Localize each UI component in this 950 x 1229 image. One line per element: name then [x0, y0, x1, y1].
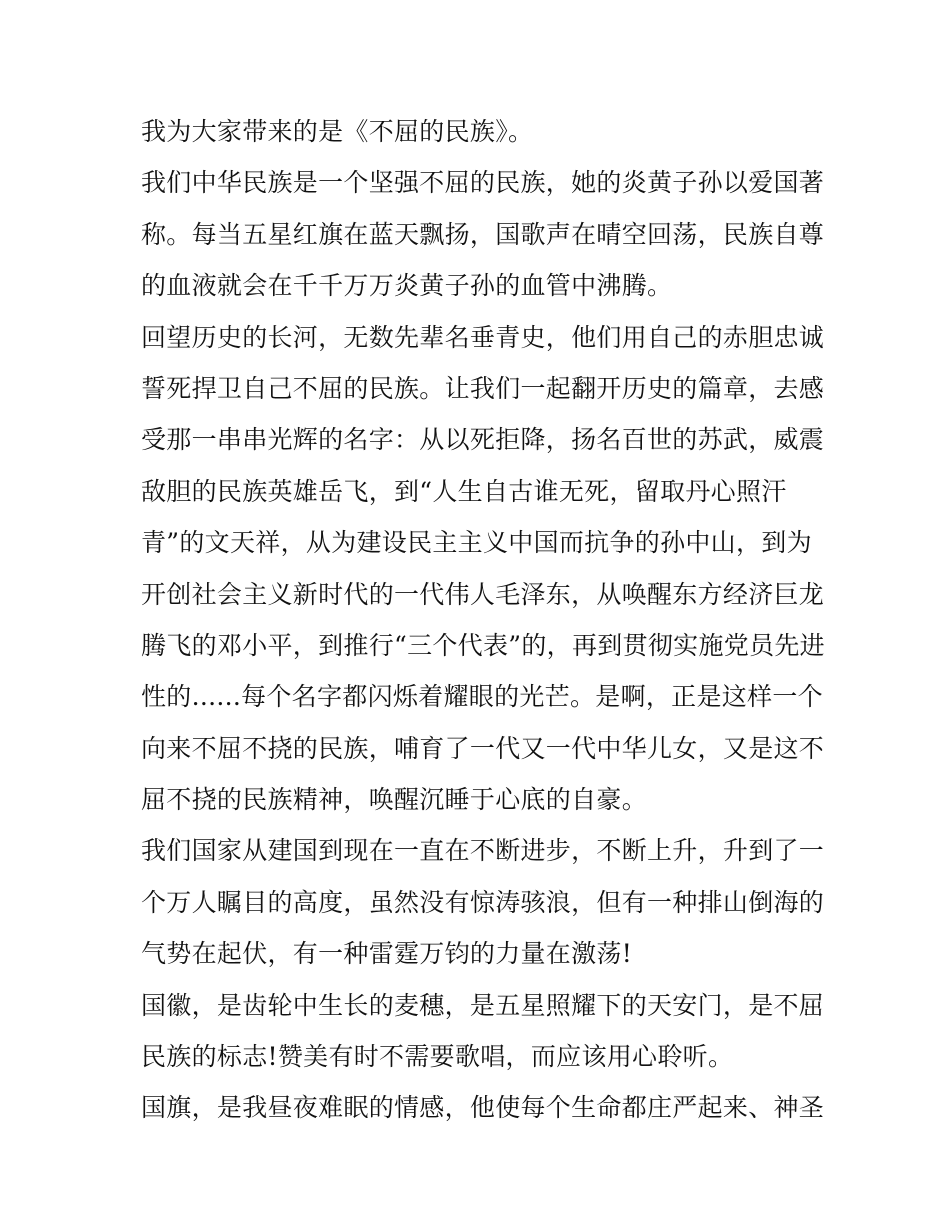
- text-line: 我为大家带来的是《不屈的民族》。: [141, 117, 534, 146]
- text-line: 我们中华民族是一个坚强不屈的民族，她的炎黄子孙以爱国著: [141, 168, 825, 198]
- text-line: 受那一串串光辉的名字：从以死拒降，扬名百世的苏武，威震: [141, 425, 825, 455]
- text-line: 誓死捍卫自己不屈的民族。让我们一起翻开历史的篇章，去感: [141, 373, 825, 403]
- text-line: 气势在起伏，有一种雷霆万钧的力量在激荡!: [141, 939, 633, 969]
- text-line: 向来不屈不挠的民族，哺育了一代又一代中华儿女，又是这不: [141, 733, 825, 763]
- text-line: 国旗，是我昼夜难眠的情感，他使每个生命都庄严起来、神圣: [141, 1093, 825, 1123]
- text-line: 青”的文天祥，从为建设民主主义中国而抗争的孙中山，到为: [141, 528, 812, 558]
- text-line: 腾飞的邓小平，到推行“三个代表”的，再到贯彻实施党员先进: [141, 630, 825, 660]
- text-line: 国徽，是齿轮中生长的麦穗，是五星照耀下的天安门，是不屈: [141, 990, 825, 1020]
- text-line: 民族的标志!赞美有时不需要歌唱，而应该用心聆听。: [141, 1042, 734, 1072]
- text-line: 屈不挠的民族精神，唤醒沉睡于心底的自豪。: [141, 785, 648, 815]
- text-line: 回望历史的长河，无数先辈名垂青史，他们用自己的赤胆忠诚: [141, 322, 825, 352]
- text-line: 的血液就会在千千万万炎黄子孙的血管中沸腾。: [141, 271, 673, 301]
- text-line: 我们国家从建国到现在一直在不断进步，不断上升，升到了一: [141, 836, 825, 866]
- text-line: 性的......每个名字都闪烁着耀眼的光芒。是啊，正是这样一个: [141, 682, 823, 712]
- text-line: 开创社会主义新时代的一代伟人毛泽东，从唤醒东方经济巨龙: [141, 579, 825, 609]
- text-line: 称。每当五星红旗在蓝天飘扬，国歌声在晴空回荡，民族自尊: [141, 219, 825, 249]
- text-line: 个万人瞩目的高度，虽然没有惊涛骇浪，但有一种排山倒海的: [141, 887, 825, 917]
- text-line: 敌胆的民族英雄岳飞，到“人生自古谁无死，留取丹心照汗: [141, 476, 787, 506]
- document-body: [141, 106, 825, 1134]
